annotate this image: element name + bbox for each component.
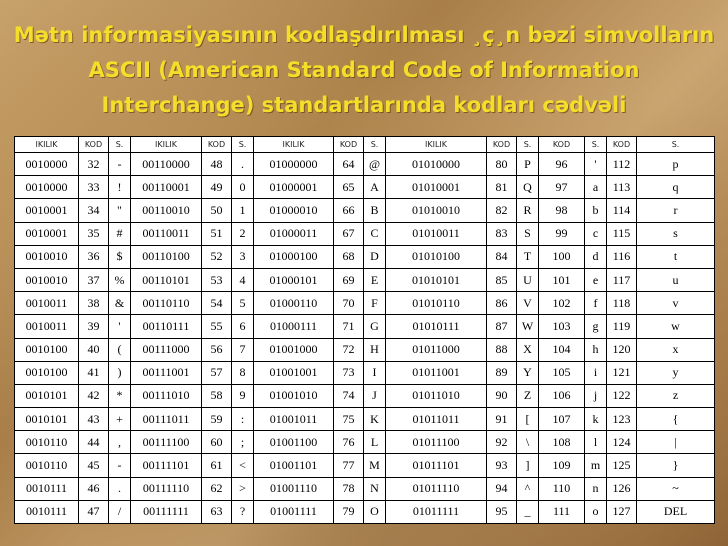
table-cell: v — [637, 292, 715, 315]
table-cell: 63 — [202, 500, 232, 523]
table-cell: { — [637, 408, 715, 431]
table-cell: 94 — [487, 477, 517, 500]
table-cell: 01011101 — [386, 454, 487, 477]
table-cell: 01011011 — [386, 408, 487, 431]
table-cell: 00110111 — [131, 315, 202, 338]
table-cell: Q — [517, 176, 539, 199]
column-header: KOD — [539, 137, 585, 153]
table-cell: 68 — [334, 245, 364, 268]
column-header: KOD — [487, 137, 517, 153]
table-cell: 81 — [487, 176, 517, 199]
table-cell: 00110100 — [131, 245, 202, 268]
table-cell: 01001111 — [254, 500, 334, 523]
table-cell: 01000001 — [254, 176, 334, 199]
table-cell: 0010100 — [15, 338, 79, 361]
table-cell: 80 — [487, 153, 517, 176]
table-cell: 0010010 — [15, 245, 79, 268]
table-cell: 52 — [202, 245, 232, 268]
table-cell: 00110101 — [131, 268, 202, 291]
column-header: S. — [637, 137, 715, 153]
table-cell: j — [585, 384, 607, 407]
table-cell: d — [585, 245, 607, 268]
table-cell: $ — [109, 245, 131, 268]
table-cell: 61 — [202, 454, 232, 477]
table-cell: 37 — [79, 268, 109, 291]
table-cell: T — [517, 245, 539, 268]
table-cell: 85 — [487, 268, 517, 291]
table-cell: a — [585, 176, 607, 199]
table-cell: 01010110 — [386, 292, 487, 315]
table-cell: 71 — [334, 315, 364, 338]
table-cell: 127 — [607, 500, 637, 523]
table-cell: ? — [232, 500, 254, 523]
table-cell: f — [585, 292, 607, 315]
table-cell: p — [637, 153, 715, 176]
table-cell: 01010001 — [386, 176, 487, 199]
table-cell: 78 — [334, 477, 364, 500]
table-cell: 76 — [334, 431, 364, 454]
table-cell: # — [109, 222, 131, 245]
table-cell: 91 — [487, 408, 517, 431]
table-row — [15, 361, 715, 384]
table-cell: 126 — [607, 477, 637, 500]
table-cell: 119 — [607, 315, 637, 338]
table-cell: I — [364, 361, 386, 384]
table-cell: 0010101 — [15, 384, 79, 407]
table-cell: 66 — [334, 199, 364, 222]
table-cell: 0010111 — [15, 500, 79, 523]
table-cell: 4 — [232, 268, 254, 291]
table-row — [15, 338, 715, 361]
table-cell: h — [585, 338, 607, 361]
table-cell: 86 — [487, 292, 517, 315]
table-cell: 115 — [607, 222, 637, 245]
table-cell: 117 — [607, 268, 637, 291]
table-cell: V — [517, 292, 539, 315]
table-cell: 01011000 — [386, 338, 487, 361]
column-header: KOD — [202, 137, 232, 153]
table-cell: ^ — [517, 477, 539, 500]
table-row — [15, 199, 715, 222]
table-cell: \ — [517, 431, 539, 454]
table-cell: 00110110 — [131, 292, 202, 315]
table-cell: 60 — [202, 431, 232, 454]
table-cell: 46 — [79, 477, 109, 500]
table-cell: U — [517, 268, 539, 291]
table-cell: 47 — [79, 500, 109, 523]
title-line-1: Mətn informasiyasının kodlaşdırılması ¸ç¸n bəzi simvolların — [13, 23, 715, 47]
table-cell: 01010010 — [386, 199, 487, 222]
table-cell: 77 — [334, 454, 364, 477]
table-body — [15, 153, 715, 524]
table-cell: 41 — [79, 361, 109, 384]
table-cell: X — [517, 338, 539, 361]
table-cell: 104 — [539, 338, 585, 361]
table-cell: 116 — [607, 245, 637, 268]
table-cell: Y — [517, 361, 539, 384]
column-header: S. — [232, 137, 254, 153]
table-cell: 39 — [79, 315, 109, 338]
table-cell: < — [232, 454, 254, 477]
table-row — [15, 500, 715, 523]
table-cell: 00111011 — [131, 408, 202, 431]
column-header: S. — [364, 137, 386, 153]
title-line-2: ASCII (American Standard Code of Information — [88, 58, 640, 82]
table-cell: 01001110 — [254, 477, 334, 500]
table-cell: 5 — [232, 292, 254, 315]
ascii-code-table — [14, 136, 715, 524]
table-cell: 59 — [202, 408, 232, 431]
table-cell: 0010001 — [15, 222, 79, 245]
table-cell: . — [109, 477, 131, 500]
table-cell: 114 — [607, 199, 637, 222]
table-cell: 55 — [202, 315, 232, 338]
column-header: IKILIK — [254, 137, 334, 153]
table-cell: > — [232, 477, 254, 500]
table-cell: 0010110 — [15, 431, 79, 454]
table-cell: t — [637, 245, 715, 268]
table-cell: o — [585, 500, 607, 523]
table-cell: x — [637, 338, 715, 361]
table-cell: 0010011 — [15, 292, 79, 315]
table-cell: r — [637, 199, 715, 222]
table-cell: + — [109, 408, 131, 431]
table-row — [15, 176, 715, 199]
table-cell: 67 — [334, 222, 364, 245]
table-cell: L — [364, 431, 386, 454]
table-cell: 109 — [539, 454, 585, 477]
table-cell: 00110011 — [131, 222, 202, 245]
table-cell: 0010100 — [15, 361, 79, 384]
table-cell: 0010110 — [15, 454, 79, 477]
table-cell: C — [364, 222, 386, 245]
table-cell: 98 — [539, 199, 585, 222]
table-cell: 01000010 — [254, 199, 334, 222]
table-cell: 69 — [334, 268, 364, 291]
table-cell: 95 — [487, 500, 517, 523]
table-cell: B — [364, 199, 386, 222]
table-cell: 70 — [334, 292, 364, 315]
table-cell: q — [637, 176, 715, 199]
table-cell: b — [585, 199, 607, 222]
table-cell: & — [109, 292, 131, 315]
table-cell: 01010111 — [386, 315, 487, 338]
table-cell: 84 — [487, 245, 517, 268]
table-row — [15, 454, 715, 477]
table-cell: g — [585, 315, 607, 338]
table-cell: 44 — [79, 431, 109, 454]
table-cell: 96 — [539, 153, 585, 176]
table-cell: 49 — [202, 176, 232, 199]
table-cell: c — [585, 222, 607, 245]
table-cell: 01001010 — [254, 384, 334, 407]
table-cell: 87 — [487, 315, 517, 338]
table-cell: 40 — [79, 338, 109, 361]
table-cell: 50 — [202, 199, 232, 222]
table-cell: 00111000 — [131, 338, 202, 361]
table-cell: 118 — [607, 292, 637, 315]
table-cell: 01010101 — [386, 268, 487, 291]
table-cell: ; — [232, 431, 254, 454]
table-cell: 103 — [539, 315, 585, 338]
table-cell: 0 — [232, 176, 254, 199]
table-cell: 64 — [334, 153, 364, 176]
table-cell: A — [364, 176, 386, 199]
table-cell: P — [517, 153, 539, 176]
table-cell: 56 — [202, 338, 232, 361]
page-title — [0, 18, 728, 123]
table-cell: 01011110 — [386, 477, 487, 500]
column-header: KOD — [79, 137, 109, 153]
table-cell: 62 — [202, 477, 232, 500]
table-cell: 8 — [232, 361, 254, 384]
table-cell: / — [109, 500, 131, 523]
table-cell: 01000100 — [254, 245, 334, 268]
table-cell: [ — [517, 408, 539, 431]
table-cell: 108 — [539, 431, 585, 454]
table-cell: 48 — [202, 153, 232, 176]
table-cell: 00110000 — [131, 153, 202, 176]
table-cell: 88 — [487, 338, 517, 361]
table-cell: ! — [109, 176, 131, 199]
table-cell: u — [637, 268, 715, 291]
table-cell: K — [364, 408, 386, 431]
table-cell: . — [232, 153, 254, 176]
column-header: IKILIK — [386, 137, 487, 153]
table-cell: 105 — [539, 361, 585, 384]
table-cell: 0010011 — [15, 315, 79, 338]
table-cell: % — [109, 268, 131, 291]
table-cell: D — [364, 245, 386, 268]
table-cell: - — [109, 153, 131, 176]
title-line-3: Interchange) standartlarında kodları cədvəli — [101, 93, 627, 117]
table-cell: 107 — [539, 408, 585, 431]
table-row — [15, 222, 715, 245]
table-cell: 36 — [79, 245, 109, 268]
table-cell: y — [637, 361, 715, 384]
table-cell: 00110001 — [131, 176, 202, 199]
table-cell: 00111111 — [131, 500, 202, 523]
table-cell: 01001000 — [254, 338, 334, 361]
table-cell: 01010000 — [386, 153, 487, 176]
table-cell: @ — [364, 153, 386, 176]
table-cell: 106 — [539, 384, 585, 407]
table-cell: 0010101 — [15, 408, 79, 431]
table-cell: 43 — [79, 408, 109, 431]
table-cell: DEL — [637, 500, 715, 523]
column-header: S. — [585, 137, 607, 153]
table-cell: 00111100 — [131, 431, 202, 454]
table-cell: 0010111 — [15, 477, 79, 500]
table-cell: 53 — [202, 268, 232, 291]
table-row — [15, 268, 715, 291]
table-cell: 00111110 — [131, 477, 202, 500]
table-cell: 34 — [79, 199, 109, 222]
table-row — [15, 245, 715, 268]
table-cell: 01010011 — [386, 222, 487, 245]
table-cell: 01011010 — [386, 384, 487, 407]
table-cell: E — [364, 268, 386, 291]
table-cell: 99 — [539, 222, 585, 245]
table-cell: 01001101 — [254, 454, 334, 477]
table-row — [15, 431, 715, 454]
table-cell: 01011111 — [386, 500, 487, 523]
table-cell: 01010100 — [386, 245, 487, 268]
column-header: KOD — [334, 137, 364, 153]
table-cell: 01001011 — [254, 408, 334, 431]
table-cell: 01011100 — [386, 431, 487, 454]
table-cell: 74 — [334, 384, 364, 407]
table-cell: : — [232, 408, 254, 431]
table-cell: R — [517, 199, 539, 222]
table-cell: z — [637, 384, 715, 407]
table-cell: 0010000 — [15, 176, 79, 199]
table-cell: 110 — [539, 477, 585, 500]
table-cell: 01000101 — [254, 268, 334, 291]
table-cell: 124 — [607, 431, 637, 454]
table-cell: 122 — [607, 384, 637, 407]
table-cell: O — [364, 500, 386, 523]
table-cell: 01001100 — [254, 431, 334, 454]
column-header: KOD — [607, 137, 637, 153]
table-cell: 100 — [539, 245, 585, 268]
column-header: S. — [517, 137, 539, 153]
table-cell: 45 — [79, 454, 109, 477]
table-cell: 35 — [79, 222, 109, 245]
table-cell: * — [109, 384, 131, 407]
table-cell: 83 — [487, 222, 517, 245]
table-cell: S — [517, 222, 539, 245]
table-cell: 92 — [487, 431, 517, 454]
table-row — [15, 477, 715, 500]
table-cell: ( — [109, 338, 131, 361]
table-cell: 112 — [607, 153, 637, 176]
table-cell: 72 — [334, 338, 364, 361]
table-cell: | — [637, 431, 715, 454]
table-cell: 82 — [487, 199, 517, 222]
table-cell: " — [109, 199, 131, 222]
table-cell: } — [637, 454, 715, 477]
table-cell: 00111101 — [131, 454, 202, 477]
table-cell: 57 — [202, 361, 232, 384]
table-cell: Z — [517, 384, 539, 407]
table-cell: 75 — [334, 408, 364, 431]
table-cell: 01000011 — [254, 222, 334, 245]
table-cell: 32 — [79, 153, 109, 176]
table-cell: 51 — [202, 222, 232, 245]
column-header: IKILIK — [131, 137, 202, 153]
table-cell: ' — [585, 153, 607, 176]
table-row — [15, 408, 715, 431]
table-cell: 33 — [79, 176, 109, 199]
table-cell: 00111001 — [131, 361, 202, 384]
table-cell: J — [364, 384, 386, 407]
table-header-row — [15, 137, 715, 153]
table-cell: 6 — [232, 315, 254, 338]
table-cell: G — [364, 315, 386, 338]
table-cell: e — [585, 268, 607, 291]
column-header: S. — [109, 137, 131, 153]
table-cell: 2 — [232, 222, 254, 245]
table-cell: n — [585, 477, 607, 500]
table-cell: 0010000 — [15, 153, 79, 176]
table-cell: 01001001 — [254, 361, 334, 384]
table-cell: ' — [109, 315, 131, 338]
table-cell: 54 — [202, 292, 232, 315]
table-cell: M — [364, 454, 386, 477]
table-cell: 01000110 — [254, 292, 334, 315]
table-cell: 65 — [334, 176, 364, 199]
table-cell: i — [585, 361, 607, 384]
table-cell: k — [585, 408, 607, 431]
table-cell: 00110010 — [131, 199, 202, 222]
table-cell: N — [364, 477, 386, 500]
table-cell: 97 — [539, 176, 585, 199]
table-cell: F — [364, 292, 386, 315]
table-cell: 7 — [232, 338, 254, 361]
table-cell: l — [585, 431, 607, 454]
table-cell: 58 — [202, 384, 232, 407]
table-cell: 79 — [334, 500, 364, 523]
table-row — [15, 315, 715, 338]
table-cell: ] — [517, 454, 539, 477]
table-row — [15, 384, 715, 407]
table-cell: 42 — [79, 384, 109, 407]
table-cell: 125 — [607, 454, 637, 477]
table-cell: 113 — [607, 176, 637, 199]
table-cell: m — [585, 454, 607, 477]
table-cell: H — [364, 338, 386, 361]
table-cell: - — [109, 454, 131, 477]
table-cell: 123 — [607, 408, 637, 431]
table-cell: 01000000 — [254, 153, 334, 176]
table-cell: ) — [109, 361, 131, 384]
table-cell: 0010010 — [15, 268, 79, 291]
table-cell: s — [637, 222, 715, 245]
table-cell: 111 — [539, 500, 585, 523]
table-row — [15, 292, 715, 315]
table-cell: 1 — [232, 199, 254, 222]
table-cell: 89 — [487, 361, 517, 384]
table-cell: ~ — [637, 477, 715, 500]
table-cell: 90 — [487, 384, 517, 407]
table-cell: 121 — [607, 361, 637, 384]
table-cell: 120 — [607, 338, 637, 361]
table-cell: 93 — [487, 454, 517, 477]
table-cell: 38 — [79, 292, 109, 315]
table-cell: 102 — [539, 292, 585, 315]
table-cell: 0010001 — [15, 199, 79, 222]
table-cell: 01011001 — [386, 361, 487, 384]
table-row — [15, 153, 715, 176]
table-cell: 9 — [232, 384, 254, 407]
table-cell: w — [637, 315, 715, 338]
table-cell: 01000111 — [254, 315, 334, 338]
table-cell: _ — [517, 500, 539, 523]
table-cell: , — [109, 431, 131, 454]
table-cell: 3 — [232, 245, 254, 268]
table-cell: W — [517, 315, 539, 338]
column-header: IKILIK — [15, 137, 79, 153]
table-cell: 73 — [334, 361, 364, 384]
table-cell: 00111010 — [131, 384, 202, 407]
table-cell: 101 — [539, 268, 585, 291]
